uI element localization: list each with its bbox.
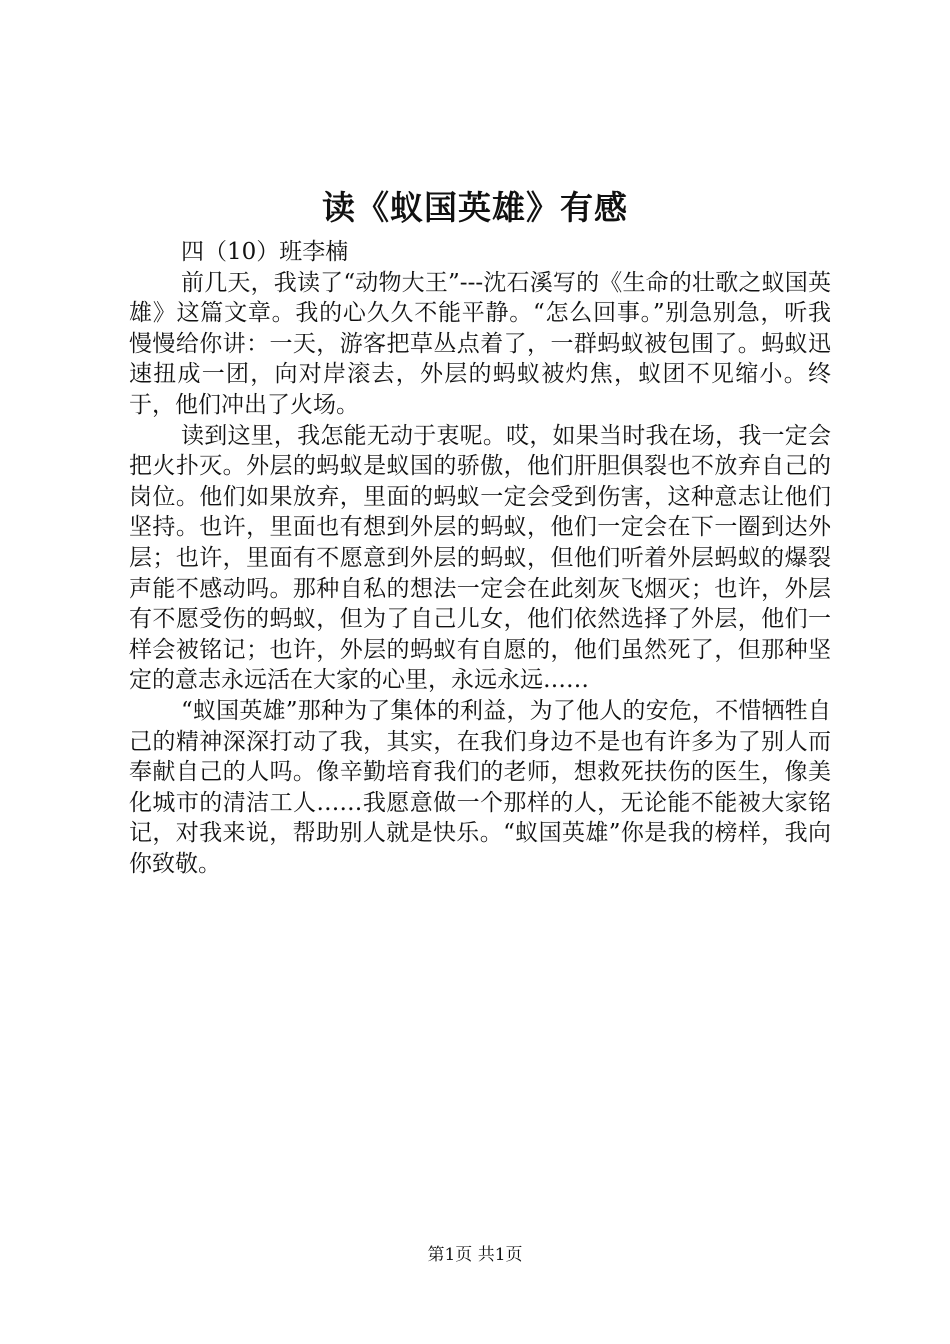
document-body [129,237,831,879]
paragraph-2: 读到这里，我怎能无动于衷呢。哎，如果当时我在场，我一定会把火扑灭。外层的蚂蚁是蚁国的骄傲，他们肝胆俱裂也不放弃自己的岗位。他们如果放弃，里面的蚂蚁一定会受到伤害，这种意志让他们坚持。也许，里面也有想到外层的蚂蚁，他们一定会在下一圈到达外层；也许，里面有不愿意到外层的蚂蚁，但他们听着外层蚂蚁的爆裂声能不感动吗。那种自私的想法一定会在此刻灰飞烟灭；也许，外层有不愿受伤的蚂蚁，但为了自己儿女，他们依然选择了外层，他们一样会被铭记；也许，外层的蚂蚁有自愿的，他们虽然死了，但那种坚定的意志永远活在大家的心里，永远永远…… [129,422,831,694]
paragraph-1: 前几天，我读了“动物大王”---沈石溪写的《生命的壮歌之蚁国英雄》这篇文章。我的心久久不能平静。“怎么回事。”别急别急，听我慢慢给你讲：一天，游客把草丛点着了，一群蚂蚁被包围了。蚂蚁迅速扭成一团，向对岸滚去，外层的蚂蚁被灼焦，蚁团不见缩小。终于，他们冲出了火场。 [129,269,831,418]
page-footer: 第1页 共1页 [427,1245,523,1265]
author-byline: 四（10）班李楠 [181,239,349,265]
document-title: 读《蚁国英雄》有感 [322,188,628,227]
paragraph-3: “蚁国英雄”那种为了集体的利益，为了他人的安危，不惜牺牲自己的精神深深打动了我，其实，在我们身边不是也有许多为了别人而奉献自己的人吗。像辛勤培育我们的老师，想救死扶伤的医生，像美化城市的清洁工人……我愿意做一个那样的人，无论能不能被大家铭记，对我来说，帮助别人就是快乐。“蚁国英雄”你是我的榜样，我向你致敬。 [129,697,831,877]
